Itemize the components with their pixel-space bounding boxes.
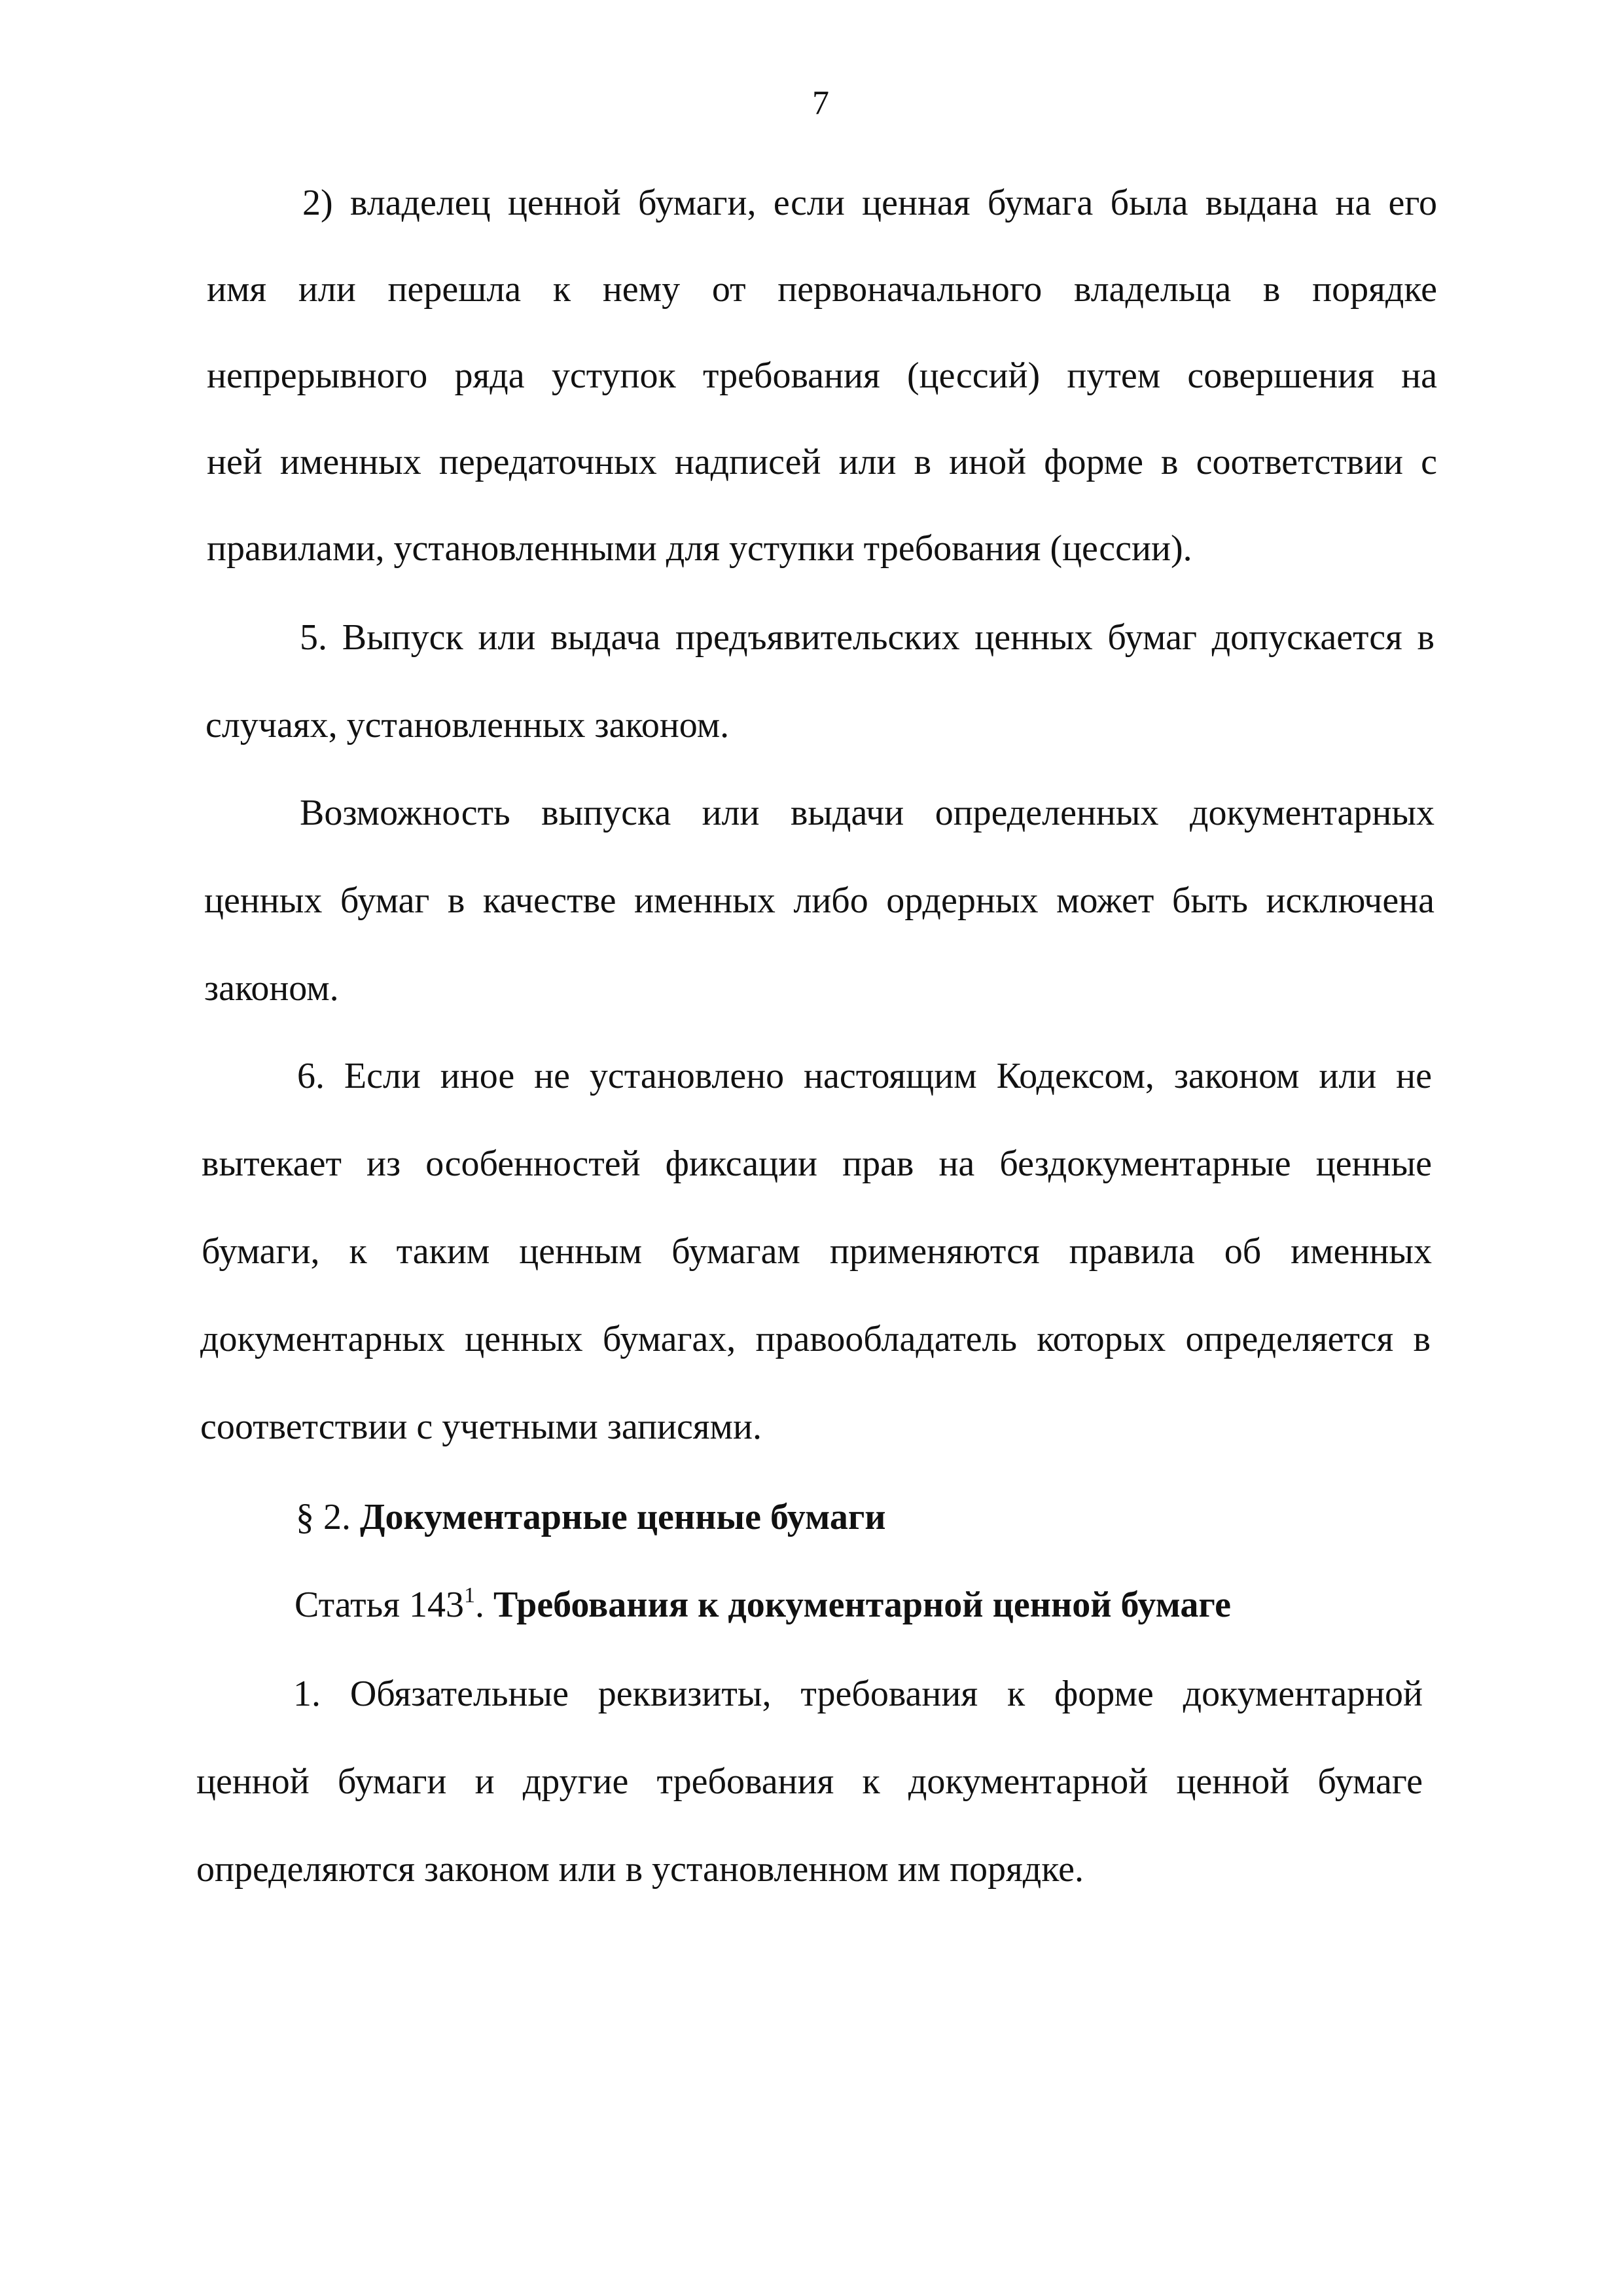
section-number: § 2. bbox=[296, 1497, 360, 1537]
section-heading bbox=[296, 1496, 886, 1538]
paragraph-line: 1. Обязательные реквизиты, требования к форме документарной bbox=[293, 1674, 1423, 1714]
paragraph-line: законом. bbox=[204, 968, 339, 1009]
article-separator: . bbox=[474, 1585, 493, 1625]
article-number-superscript: 1 bbox=[463, 1583, 475, 1607]
section-title: Документарные ценные бумаги bbox=[360, 1497, 886, 1537]
article-title: Требования к документарной ценной бумаге bbox=[493, 1585, 1231, 1625]
paragraph-line: ней именных передаточных надписей или в иной форме в соответствии с bbox=[207, 442, 1437, 482]
page-number: 7 bbox=[812, 84, 829, 122]
paragraph-line: случаях, установленных законом. bbox=[205, 705, 730, 745]
paragraph-line: 5. Выпуск или выдача предъявительских ценных бумаг допускается в bbox=[300, 617, 1435, 658]
paragraph-line: ценной бумаги и другие требования к документарной ценной бумаге bbox=[196, 1761, 1423, 1802]
paragraph-line: 6. Если иное не установлено настоящим Кодексом, законом или не bbox=[297, 1056, 1432, 1096]
paragraph-line: вытекает из особенностей фиксации прав на бездокументарные ценные bbox=[202, 1143, 1432, 1184]
paragraph-line: определяются законом или в установленном им порядке. bbox=[196, 1849, 1084, 1890]
paragraph-line: 2) владелец ценной бумаги, если ценная бумага была выдана на его bbox=[302, 183, 1437, 223]
paragraph-line: Возможность выпуска или выдачи определенных документарных bbox=[300, 793, 1435, 833]
paragraph-line: непрерывного ряда уступок требования (цессий) путем совершения на bbox=[207, 355, 1437, 396]
paragraph-line: бумаги, к таким ценным бумагам применяются правила об именных bbox=[202, 1231, 1432, 1272]
paragraph-line: правилами, установленными для уступки требования (цессии). bbox=[207, 528, 1192, 569]
paragraph-line: имя или перешла к нему от первоначального владельца в порядке bbox=[207, 269, 1437, 310]
article-heading bbox=[294, 1584, 1231, 1626]
paragraph-line: документарных ценных бумагах, правообладатель которых определяется в bbox=[200, 1319, 1431, 1359]
article-number: Статья 143 bbox=[294, 1585, 464, 1625]
paragraph-line: ценных бумаг в качестве именных либо ордерных может быть исключена bbox=[204, 880, 1435, 921]
paragraph-line: соответствии с учетными записями. bbox=[200, 1407, 762, 1447]
